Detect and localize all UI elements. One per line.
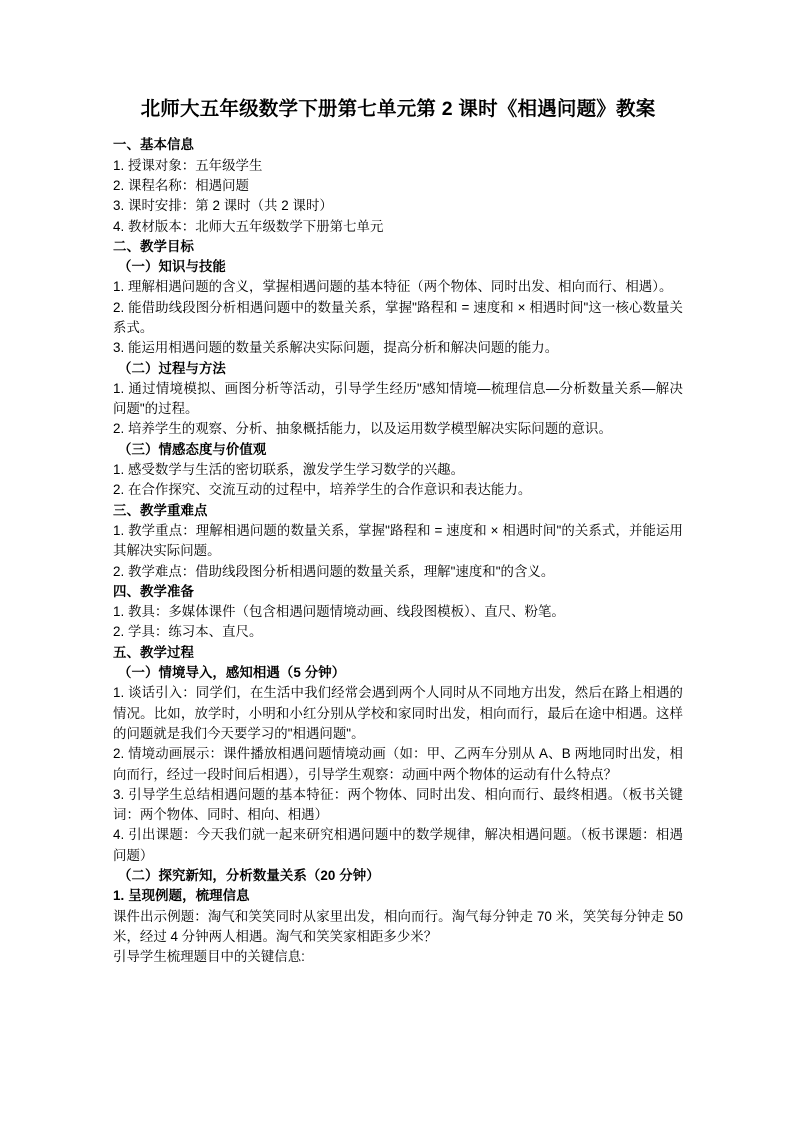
body-paragraph: 1. 教具：多媒体课件（包含相遇问题情境动画、线段图模板）、直尺、粉笔。 [113,604,565,620]
body-paragraph: 2. 培养学生的观察、分析、抽象概括能力，以及运用数学模型解决实际问题的意识。 [113,421,612,437]
section-heading: 一、基本信息 [113,137,194,153]
subsection-heading: （二）过程与方法 [118,360,226,376]
subsection-heading: （三）情感态度与价值观 [118,441,267,457]
body-paragraph: 2. 能借助线段图分析相遇问题中的数量关系，掌握"路程和 = 速度和 × 相遇时间"这一核心数量关系式。 [113,299,683,335]
section-heading: 三、教学重难点 [113,502,208,518]
body-paragraph: 3. 课时安排：第 2 课时（共 2 课时） [113,198,333,214]
body-paragraph: 1. 通过情境模拟、画图分析等活动，引导学生经历"感知情境—梳理信息—分析数量关系—解决问题"的过程。 [113,380,683,417]
subsection-heading: （二）探究新知，分析数量关系（20 分钟） [118,868,380,883]
subsection-heading: （一）情境导入，感知相遇（5 分钟） [118,665,346,681]
section-heading: 五、教学过程 [113,644,194,660]
body-paragraph: 课件出示例题：淘气和笑笑同时从家里出发，相向而行。淘气每分钟走 70 米，笑笑每分钟走 50 米，经过 4 分钟两人相遇。淘气和笑笑家相距多少米？ [113,908,683,944]
section-heading: 二、教学目标 [113,238,194,254]
body-paragraph: 3. 能运用相遇问题的数量关系解决实际问题，提高分析和解决问题的能力。 [113,340,559,356]
page-title: 北师大五年级数学下册第七单元第 2 课时《相遇问题》教案 [140,98,656,120]
body-paragraph: 2. 在合作探究、交流互动的过程中，培养学生的合作意识和表达能力。 [113,482,532,498]
body-paragraph: 1. 教学重点：理解相遇问题的数量关系，掌握"路程和 = 速度和 × 相遇时间"的关系式，并能运用其解决实际问题。 [113,522,683,559]
body-paragraph: 引导学生梳理题目中的关键信息: [113,949,305,965]
section-heading: 四、教学准备 [113,583,194,599]
body-paragraph: 1. 谈话引入：同学们，在生活中我们经常会遇到两个人同时从不同地方出发，然后在路上相遇的情况。比如，放学时，小明和小红分别从学校和家同时出发，相向而行，最后在途中相遇。这样的问题就是我们今天要学习的"相遇问题"。 [113,685,683,741]
body-paragraph: 1. 理解相遇问题的含义，掌握相遇问题的基本特征（两个物体、同时出发、相向而行、相遇）。 [113,279,673,295]
body-paragraph: 4. 引出课题：今天我们就一起来研究相遇问题中的数学规律，解决相遇问题。（板书课题：相遇问题） [113,827,683,863]
body-paragraph: 3. 引导学生总结相遇问题的基本特征：两个物体、同时出发、相向而行、最终相遇。（板书关键词：两个物体、同时、相向、相遇） [113,786,683,823]
document-body [113,135,683,967]
body-paragraph: 2. 教学难点：借助线段图分析相遇问题的数量关系，理解"速度和"的含义。 [113,563,555,579]
body-paragraph: 2. 学具：练习本、直尺。 [113,624,263,640]
body-paragraph: 1. 感受数学与生活的密切联系，激发学生学习数学的兴趣。 [113,462,465,478]
body-paragraph: 2. 情境动画展示：课件播放相遇问题情境动画（如：甲、乙两车分别从 A、B 两地同时出发，相向而行，经过一段时间后相遇），引导学生观察：动画中两个物体的运动有什么特点？ [113,746,683,782]
body-paragraph: 4. 教材版本：北师大五年级数学下册第七单元 [113,218,384,234]
item-heading: 1. 呈现例题，梳理信息 [113,888,250,904]
subsection-heading: （一）知识与技能 [118,259,226,275]
document-content [113,96,683,967]
body-paragraph: 2. 课程名称：相遇问题 [113,177,250,193]
body-paragraph: 1. 授课对象：五年级学生 [113,157,263,173]
